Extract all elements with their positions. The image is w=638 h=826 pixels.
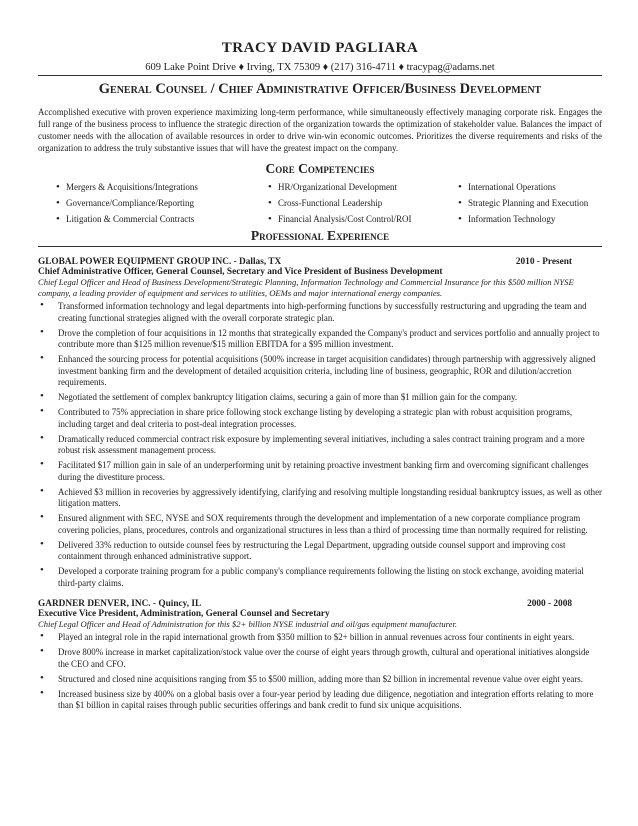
achievement-item: • Delivered 33% reduction to outside counsel fees by restructuring the Legal Department, upgrading outside counsel support and improving cost containment through enhanced administrative support. bbox=[38, 540, 602, 563]
professional-headline: General Counsel / Chief Administrative Officer/Business Development bbox=[98, 81, 542, 97]
job-description: Chief Legal Officer and Head of Administration for this $2+ billion NYSE industrial and oil/gas equipment manufacturer. bbox=[38, 619, 458, 629]
achievement-item: • Achieved $3 million in recoveries by aggressively identifying, clarifying and resolving multiple longstanding residual bankruptcy issues, as well as other litigation matters. bbox=[38, 487, 602, 510]
job-dates: 2010 - Present bbox=[515, 257, 572, 267]
summary-paragraph: Accomplished executive with proven experience maximizing long-term performance, while simultaneously effectively managing corporate risk. Engages the full range of the business process to influence the strategic direction of the organization towards the optimization of stakeholder value. Balances the impact of customer needs with the allocation of available resources in order to drive win-win economic outcomes. Prioritizes the diverse requirements and risks of the organization to address the truly substantive issues that will have the greatest impact on the company. bbox=[38, 107, 602, 153]
achievement-item: • Drove 800% increase in market capitalization/stock value over the course of eight years through growth, cultural and operational initiatives alongside the CEO and CFO. bbox=[38, 647, 602, 670]
job-title: Executive Vice President, Administration, General Counsel and Secretary bbox=[38, 609, 330, 619]
candidate-name: TRACY DAVID PAGLIARA bbox=[221, 40, 419, 56]
job-entry bbox=[38, 257, 602, 589]
achievement-item: • Contributed to 75% appreciation in share price following stock exchange listing by developing a strategic plan with robust acquisition programs, including target and deal criteria to post-deal integration processes. bbox=[38, 407, 602, 430]
achievement-item: • Dramatically reduced commercial contract risk exposure by implementing several initiatives, including a sales contract training program and a more robust risk assessment management process. bbox=[38, 434, 602, 457]
achievement-item: • Developed a corporate training program for a public company's compliance requirements following the listing on stock exchange, avoiding material third-party claims. bbox=[38, 566, 602, 589]
job-company: GARDNER DENVER, INC. - Quincy, IL bbox=[38, 599, 202, 609]
job-entry bbox=[38, 599, 602, 712]
job-title: Chief Administrative Officer, General Counsel, Secretary and Vice President of Business Development bbox=[38, 267, 443, 277]
job-company: GLOBAL POWER EQUIPMENT GROUP INC. - Dallas, TX bbox=[38, 257, 282, 267]
competency-item: • Mergers & Acquisitions/Integrations bbox=[56, 182, 268, 192]
job-dates: 2000 - 2008 bbox=[527, 599, 572, 609]
competency-item: • International Operations bbox=[458, 182, 628, 192]
core-competencies-title: Core Competencies bbox=[265, 161, 375, 176]
competency-item: • HR/Organizational Development bbox=[268, 182, 458, 192]
competency-item: • Governance/Compliance/Reporting bbox=[56, 198, 268, 208]
competency-item: • Cross-Functional Leadership bbox=[268, 198, 458, 208]
achievement-item: • Increased business size by 400% on a global basis over a four-year period by leading due diligence, negotiation and integration efforts relating to more than $1 billion in capital raises through public securities offerings and bank credit to fund six unique acquisitions. bbox=[38, 689, 602, 712]
contact-line: 609 Lake Point Drive ♦ Irving, TX 75309 ♦ (217) 316-4711 ♦ tracypag@adams.net bbox=[38, 59, 602, 76]
achievement-item: • Facilitated $17 million gain in sale of an underperforming unit by retaining proactive investment banking firm and overcoming significant challenges during the divestiture process. bbox=[38, 460, 602, 483]
achievement-list bbox=[38, 632, 602, 712]
achievement-item: • Played an integral role in the rapid international growth from $350 million to $2+ billion in annual revenues across four continents in eight years. bbox=[38, 632, 602, 644]
professional-experience-title: Professional Experience bbox=[38, 228, 602, 247]
job-header bbox=[38, 257, 602, 267]
achievement-item: • Negotiated the settlement of complex bankruptcy litigation claims, securing a gain of more than $1 million gain for the company. bbox=[38, 392, 602, 404]
achievement-item: • Transformed information technology and legal departments into high-performing functions by successfully restructuring and upgrading the team and creating functional strategies aligned with the overall corporate strategic plan. bbox=[38, 301, 602, 324]
job-description: Chief Legal Officer and Head of Business Development/Strategic Planning, Information Technology and Commercial Insurance for this $500 million NYSE company, a leading provider of equipment and services to utilities, OEMs and major international energy companies. bbox=[38, 277, 574, 298]
achievement-item: • Enhanced the sourcing process for potential acquisitions (500% increase in target acquisition candidates) through partnership with aggressively aligned investment banking firm and the development of detailed acquisition criteria, including line of business, geographic, ROR and dilution/accretion requirements. bbox=[38, 354, 602, 389]
achievement-item: • Ensured alignment with SEC, NYSE and SOX requirements through the development and implementation of a new corporate compliance program covering policies, plans, procedures, controls and organizational structures in less than a third of processing time than normally required for relisting. bbox=[38, 513, 602, 536]
job-header bbox=[38, 599, 602, 609]
competency-item: • Litigation & Commercial Contracts bbox=[56, 214, 268, 224]
achievement-item: • Drove the completion of four acquisitions in 12 months that strategically expanded the Company's product and services portfolio and annually project to contribute more than $125 million revenue/$15 million EBITDA for a $95 million investment. bbox=[38, 328, 602, 351]
achievement-item: • Structured and closed nine acquisitions ranging from $5 to $500 million, adding more than $2 billion in incremental revenue value over eight years. bbox=[38, 674, 602, 686]
competencies-grid bbox=[38, 182, 602, 224]
competency-item: • Financial Analysis/Cost Control/ROI bbox=[268, 214, 458, 224]
competency-item: • Strategic Planning and Execution bbox=[458, 198, 628, 208]
achievement-list bbox=[38, 301, 602, 589]
competency-item: • Information Technology bbox=[458, 214, 628, 224]
